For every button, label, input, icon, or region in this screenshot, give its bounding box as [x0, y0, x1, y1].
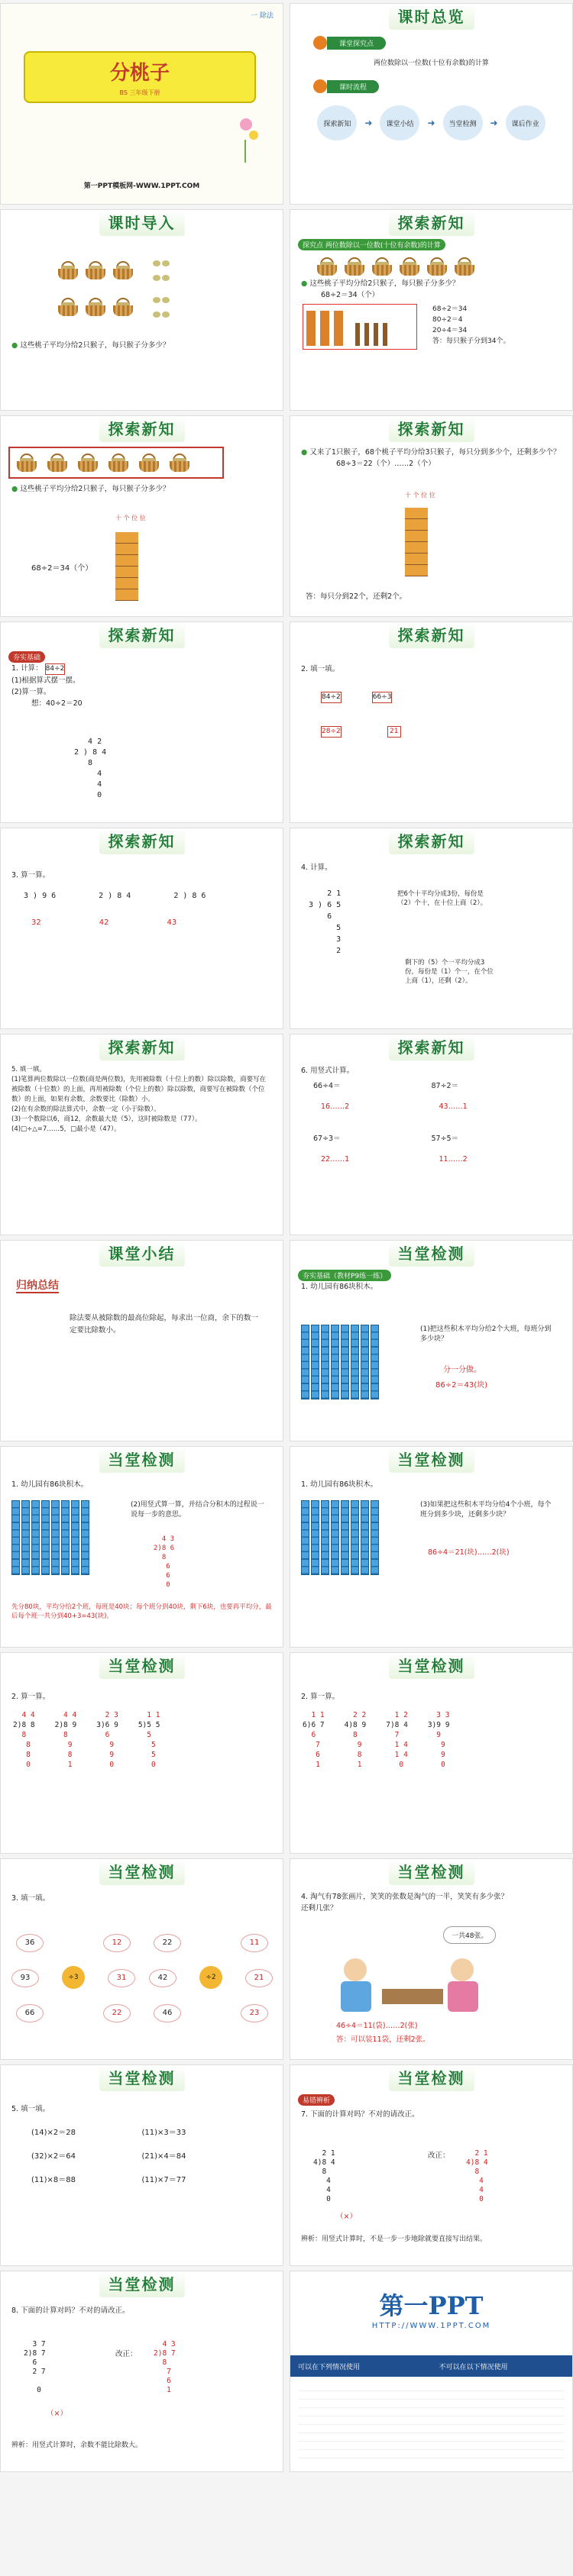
- output-oval: 12: [103, 1934, 131, 1952]
- summary-tag: 归纳总结: [16, 1280, 59, 1292]
- think-text: 想：40÷2＝20: [31, 699, 83, 708]
- question-text: 又来了1只猴子，68个桃子平均分给3只猴子，每只分到多少个，还剩多少个？: [309, 448, 561, 457]
- question-text-2: 还剩几张？: [301, 1904, 338, 1913]
- license-text-block: [298, 2383, 565, 2462]
- slide-test-5[interactable]: [290, 1652, 573, 1854]
- slide-explore-5[interactable]: [290, 621, 573, 823]
- process-steps: [290, 105, 572, 140]
- equation-box: 84÷2: [321, 692, 342, 703]
- fill-item: (11)×3＝33: [141, 2129, 186, 2137]
- slide-title: 当堂检测: [389, 1859, 474, 1885]
- step-bubble: 课堂小结: [380, 105, 419, 140]
- question-text: 3. 算一算。: [11, 871, 50, 880]
- wrong-mark: （×）: [336, 2213, 357, 2221]
- arrow-right-icon: ➜: [364, 118, 373, 128]
- sub-question: (3)如果把这些积木平均分给4个小班，每个班分到多少块，还剩多少块？: [420, 1501, 552, 1519]
- step-bubble: 当堂检测: [443, 105, 483, 140]
- equation: 68÷3＝22（个）……2（个）: [336, 460, 435, 468]
- equation-box: 84÷2: [45, 663, 66, 675]
- output-oval: 22: [103, 2004, 131, 2022]
- forbidden-heading: 不可以在以下情况使用: [439, 2364, 508, 2371]
- long-division-work: 4 2 2 ) 8 4 8 4 4 0: [74, 738, 107, 799]
- sub-question: (2)用竖式算一算，并结合分积木的过程说一说每一步的意思。: [131, 1501, 264, 1519]
- blocks-image: [301, 1325, 379, 1399]
- slide-title: 当堂检测: [99, 2271, 185, 2297]
- calc-line: 20÷4＝34: [432, 327, 468, 334]
- answer-box: 28÷2: [321, 726, 342, 738]
- division-blocks: [115, 532, 138, 601]
- question-text: 4. 淘气有78张画片，笑笑的张数是淘气的一半，笑笑有多少张？: [301, 1893, 509, 1901]
- fill-item: (14)×2＝28: [31, 2129, 76, 2137]
- tag-label: 探究点 两位数除以一位数(十位有余数)的计算: [298, 239, 445, 250]
- input-oval: 42: [149, 1969, 176, 1987]
- answer-text: 43: [167, 918, 177, 927]
- fill-item: (32)×2＝64: [31, 2152, 76, 2161]
- slide-title: 当堂检测: [389, 1653, 474, 1679]
- slide-title: 课堂小结: [99, 1241, 185, 1267]
- allowed-heading: 可以在下列情况使用: [298, 2364, 361, 2371]
- band-point: 课堂探究点: [327, 37, 386, 50]
- info-bar: [290, 2355, 572, 2377]
- fill-item: (21)×4＝84: [141, 2152, 186, 2161]
- baskets-image: [8, 447, 224, 479]
- long-division-work: 4 3 2)8 6 8 6 6 0: [154, 1535, 175, 1589]
- slide-title: 当堂检测: [99, 2065, 185, 2091]
- slide-title: 当堂检测: [99, 1653, 185, 1679]
- step-text: (2)算一算。: [11, 688, 51, 696]
- input-oval: 46: [154, 2004, 181, 2022]
- correct-division: 4 3 2)8 7 8 7 6 1: [154, 2340, 176, 2394]
- question-text: 2. 填一填。: [301, 665, 340, 673]
- fill-item: (1)笔算两位数除以一位数(商是两位数)，先用被除数（十位上的数）除以除数，商要写在被除数（十位数）的上面，再用被除数（个位上的数）除以除数，商要写在被除数（个位数）的上面，如果有余数，余数要比（除数）小。: [11, 1076, 267, 1103]
- slide-title: 课时总览: [389, 4, 474, 30]
- division-problems: 1 1 6)6 7 6 7 6 1 2 2 4)8 9 8 9 8 1 1 2 7)8 4 7 1 4 1 4 0 3 3 3)9 9 9 9 9 0: [303, 1711, 450, 1769]
- place-labels: 十 个 位 位: [405, 492, 435, 499]
- division-problems: 4 4 2)8 8 8 8 8 0 4 4 2)8 9 8 9 8 1 2 3 3)6 9 6 9 9 0 1 1 5)5 5 5 5 5 0: [13, 1711, 160, 1769]
- speech-bubble: 一共48张。: [443, 1926, 496, 1944]
- fill-item: (4)□÷△=7……5，□最小是（47）。: [11, 1125, 121, 1133]
- question-text: 2. 算一算。: [301, 1693, 340, 1701]
- answer-equation: 46÷4＝11(袋)……2(张): [336, 2022, 418, 2030]
- slide-test-3[interactable]: [290, 1446, 573, 1648]
- question-text: 2. 算一算。: [11, 1693, 50, 1701]
- top-label: 一 除法: [251, 12, 274, 20]
- arrow-right-icon: ➜: [490, 118, 498, 128]
- question-text: 1. 幼儿园有86块积木。: [301, 1283, 378, 1291]
- answer-text: 11……2: [439, 1155, 468, 1164]
- cover-subtitle: BS 三年级下册: [119, 89, 160, 96]
- slide-explore-9[interactable]: [290, 1034, 573, 1235]
- input-oval: 22: [154, 1934, 181, 1952]
- slide-title: 探索新知: [389, 828, 474, 854]
- slide-title: 课时导入: [99, 210, 185, 236]
- question-text: 这些桃子平均分给2只猴子，每只猴子分多少？: [20, 485, 170, 493]
- question-text: 1. 幼儿园有86块积木。: [301, 1480, 378, 1489]
- explain-text: 辨析：用竖式计算时，不是一步一步地除就要直接写出结果。: [301, 2235, 487, 2243]
- slide-title: 探索新知: [389, 416, 474, 442]
- brand-logo: 第一PPT: [379, 2291, 484, 2320]
- point-text: 两位数除以一位数(十位有余数)的计算: [373, 60, 490, 67]
- fill-item: (11)×7＝77: [141, 2176, 186, 2184]
- slide-title: 探索新知: [389, 622, 474, 648]
- explain-text: 先分80块，平均分给2个班，每班是40块；每个班分到40块，剩下6块，也要再平均分，最后每个班一共分到40+3=43(块)。: [11, 1603, 272, 1620]
- slide-explore-3[interactable]: 探索新知 ● 又来了1只猴子，68个桃子平均分给3只猴子，每只分到多少个，还剩多少个？ 68÷3＝22（个）……2（个） 十 个 位 位 答：每只分到22个，还剩2个。: [290, 415, 573, 617]
- question-text: 7. 下面的计算对吗？不对的请改正。: [301, 2110, 419, 2119]
- output-oval: 31: [108, 1969, 135, 1987]
- tag-label: 夯实基础（教材P9练一练）: [298, 1270, 391, 1281]
- slide-explore-4[interactable]: [0, 621, 283, 823]
- spider-diagram-right: [146, 1926, 276, 2041]
- equation-box: 66÷3: [372, 692, 393, 703]
- brand-url: HTTP://WWW.1PPT.COM: [371, 2322, 491, 2330]
- wrong-mark: （×）: [47, 2410, 67, 2418]
- output-oval: 11: [241, 1934, 268, 1952]
- equation: 57÷5＝: [431, 1135, 459, 1143]
- slide-title: 探索新知: [99, 828, 185, 854]
- summary-body: 除法要从被除数的最高位除起，每求出一位商，余下的数一定要比除数小。: [70, 1314, 259, 1335]
- wrong-division: 2 1 4)8 4 8 4 4 0: [313, 2149, 335, 2203]
- question-text: 1. 计算：: [11, 664, 43, 673]
- slide-test-1[interactable]: [290, 1240, 573, 1441]
- children-image: [336, 1943, 489, 2012]
- tag-label: 易错辨析: [298, 2094, 335, 2106]
- answer-box: 21: [387, 726, 401, 738]
- question-text: 这些桃子平均分给2只猴子，每只猴子分多少？: [20, 341, 170, 350]
- note-1: 把6个十平均分成3份，每份是（2）个十，在十位上商（2）。: [397, 890, 487, 907]
- blocks-image: [301, 1500, 379, 1575]
- slide-explore-7[interactable]: [290, 828, 573, 1029]
- slide-title: 探索新知: [389, 1035, 474, 1060]
- slide-test-4[interactable]: [0, 1652, 283, 1854]
- question-text: 8. 下面的计算对吗？不对的请改正。: [11, 2306, 130, 2315]
- slide-title: 探索新知: [99, 622, 185, 648]
- center-operator: ÷2: [199, 1966, 222, 1989]
- center-operator: ÷3: [62, 1966, 85, 1989]
- correct-division: 2 1 4)8 4 8 4 4 0: [466, 2149, 488, 2203]
- arrow-right-icon: ➜: [427, 118, 435, 128]
- equation: 67÷3＝: [313, 1135, 341, 1143]
- spider-diagram-left: [8, 1926, 138, 2041]
- number-icon: [313, 79, 327, 93]
- division-problems: 3 ) 9 6 2 ) 8 4 2 ) 8 6: [24, 892, 206, 900]
- blocks-image: [11, 1500, 89, 1575]
- fix-label: 改正：: [115, 2350, 138, 2358]
- slide-intro[interactable]: 课时导入 ● 这些桃子平均分给2只猴子，每只猴子分多少？: [0, 209, 283, 411]
- step-bubble: 探索新知: [317, 105, 357, 140]
- tag-label: 夯实基础: [8, 651, 45, 663]
- long-division-work: 2 1 3 ) 6 5 6 5 3 2: [309, 889, 342, 955]
- division-blocks: [405, 508, 428, 576]
- answer-text: 32: [31, 918, 41, 927]
- band-process: 课时流程: [327, 80, 379, 93]
- slide-summary[interactable]: [0, 1240, 283, 1441]
- question-text: 4. 计算。: [301, 864, 332, 872]
- question-text: 3. 填一填。: [11, 1894, 50, 1903]
- output-oval: 21: [245, 1969, 273, 1987]
- site-text: 第一PPT模板网-WWW.1PPT.COM: [83, 182, 200, 190]
- fix-label: 改正：: [428, 2152, 450, 2160]
- input-oval: 93: [11, 1969, 39, 1987]
- fill-item: (3)一个数除以6，商12，余数最大是（5），这时被除数是（77）。: [11, 1115, 202, 1123]
- step-text: (1)根据算式摆一摆。: [11, 676, 80, 685]
- hint-text: 分一分做。: [443, 1366, 481, 1374]
- input-oval: 36: [16, 1934, 44, 1952]
- slide-explore-1[interactable]: 探索新知 探究点 两位数除以一位数(十位有余数)的计算 ● 这些桃子平均分给2只猴子，每只猴子分多少？ 68÷2＝34（个） 68÷2＝34 80÷2＝4 20÷4＝34 答：每只猴子分到34个。: [290, 209, 573, 411]
- slide-explore-6[interactable]: [0, 828, 283, 1029]
- step-bubble: 课后作业: [506, 105, 545, 140]
- answer-text: 86÷4＝21(块)……2(块): [428, 1548, 510, 1557]
- cover-title: 分桃子: [109, 62, 170, 85]
- answer-text: 42: [99, 918, 109, 927]
- slide-test-8[interactable]: [0, 2064, 283, 2266]
- equation: 87÷2＝: [431, 1082, 459, 1090]
- answer-text: 22……1: [321, 1155, 350, 1164]
- slide-test-6[interactable]: [0, 1858, 283, 2060]
- output-oval: 23: [241, 2004, 268, 2022]
- slide-cover[interactable]: [0, 3, 283, 205]
- answer-text: 16……2: [321, 1102, 350, 1111]
- equation: 68÷2＝34（个）: [321, 291, 380, 299]
- place-labels: 十 个 位 位: [115, 515, 146, 521]
- question-text: 这些桃子平均分给2只猴子，每只猴子分多少？: [309, 279, 460, 288]
- wrong-division: 3 7 2)8 7 6 2 7 0: [24, 2340, 46, 2394]
- slide-test-2[interactable]: [0, 1446, 283, 1648]
- calc-line: 68÷2＝34: [432, 305, 468, 313]
- slide-test-10[interactable]: [0, 2271, 283, 2472]
- slide-title: 当堂检测: [389, 1447, 474, 1473]
- slide-test-7[interactable]: [290, 1858, 573, 2060]
- calc-line: 80÷2＝4: [432, 316, 463, 324]
- slide-explore-8[interactable]: [0, 1034, 283, 1235]
- slide-title: 探索新知: [99, 1035, 185, 1060]
- input-oval: 66: [16, 2004, 44, 2022]
- answer-text: 答：每只猴子分到34个。: [432, 337, 510, 345]
- question-text: 5. 填一填。: [11, 1066, 46, 1073]
- note-2: 剩下的（5）个一平均分成3份，每份是（1）个一，在个位上商（1），还剩（2）。: [405, 959, 494, 985]
- sub-question: (1)把这些积木平均分给2个大班，每班分到多少块？: [420, 1325, 552, 1343]
- flowers-decoration: [234, 118, 264, 164]
- answer-text: 43……1: [439, 1102, 468, 1111]
- slide-overview[interactable]: [290, 3, 573, 205]
- slide-title: 当堂检测: [99, 1447, 185, 1473]
- equation: 66÷4＝: [313, 1082, 341, 1090]
- slide-title: 当堂检测: [99, 1859, 185, 1885]
- slide-title: 当堂检测: [389, 2065, 474, 2091]
- equation: 68÷2＝34（个）: [31, 564, 93, 573]
- answer-text: 答：每只分到22个，还剩2个。: [306, 592, 407, 601]
- title-banner: [24, 51, 256, 103]
- counting-sticks-image: [303, 304, 417, 350]
- question-text: 5. 填一填。: [11, 2105, 50, 2113]
- answer-text: 答：可以装11袋，还剩2张。: [336, 2035, 430, 2044]
- question-text: 6. 用竖式计算。: [301, 1067, 354, 1075]
- slide-test-9[interactable]: [290, 2064, 573, 2266]
- slide-title: 当堂检测: [389, 1241, 474, 1267]
- fill-item: (11)×8＝88: [31, 2176, 76, 2184]
- fill-item: (2)在有余数的除法算式中，余数一定（小于除数）。: [11, 1106, 160, 1113]
- baskets-image: [313, 255, 572, 278]
- question-text: 1. 幼儿园有86块积木。: [11, 1480, 89, 1489]
- answer-text: 86÷2＝43(块): [435, 1381, 487, 1390]
- slide-title: 探索新知: [389, 210, 474, 236]
- baskets-image: [54, 256, 283, 321]
- explain-text: 辨析：用竖式计算时，余数不能比除数大。: [11, 2442, 143, 2449]
- slide-title: 探索新知: [99, 416, 185, 442]
- slide-brand[interactable]: [290, 2271, 573, 2472]
- number-icon: [313, 36, 327, 50]
- slide-explore-2[interactable]: 探索新知 ● 这些桃子平均分给2只猴子，每只猴子分多少？ 十 个 位 位 68÷2＝34（个）: [0, 415, 283, 617]
